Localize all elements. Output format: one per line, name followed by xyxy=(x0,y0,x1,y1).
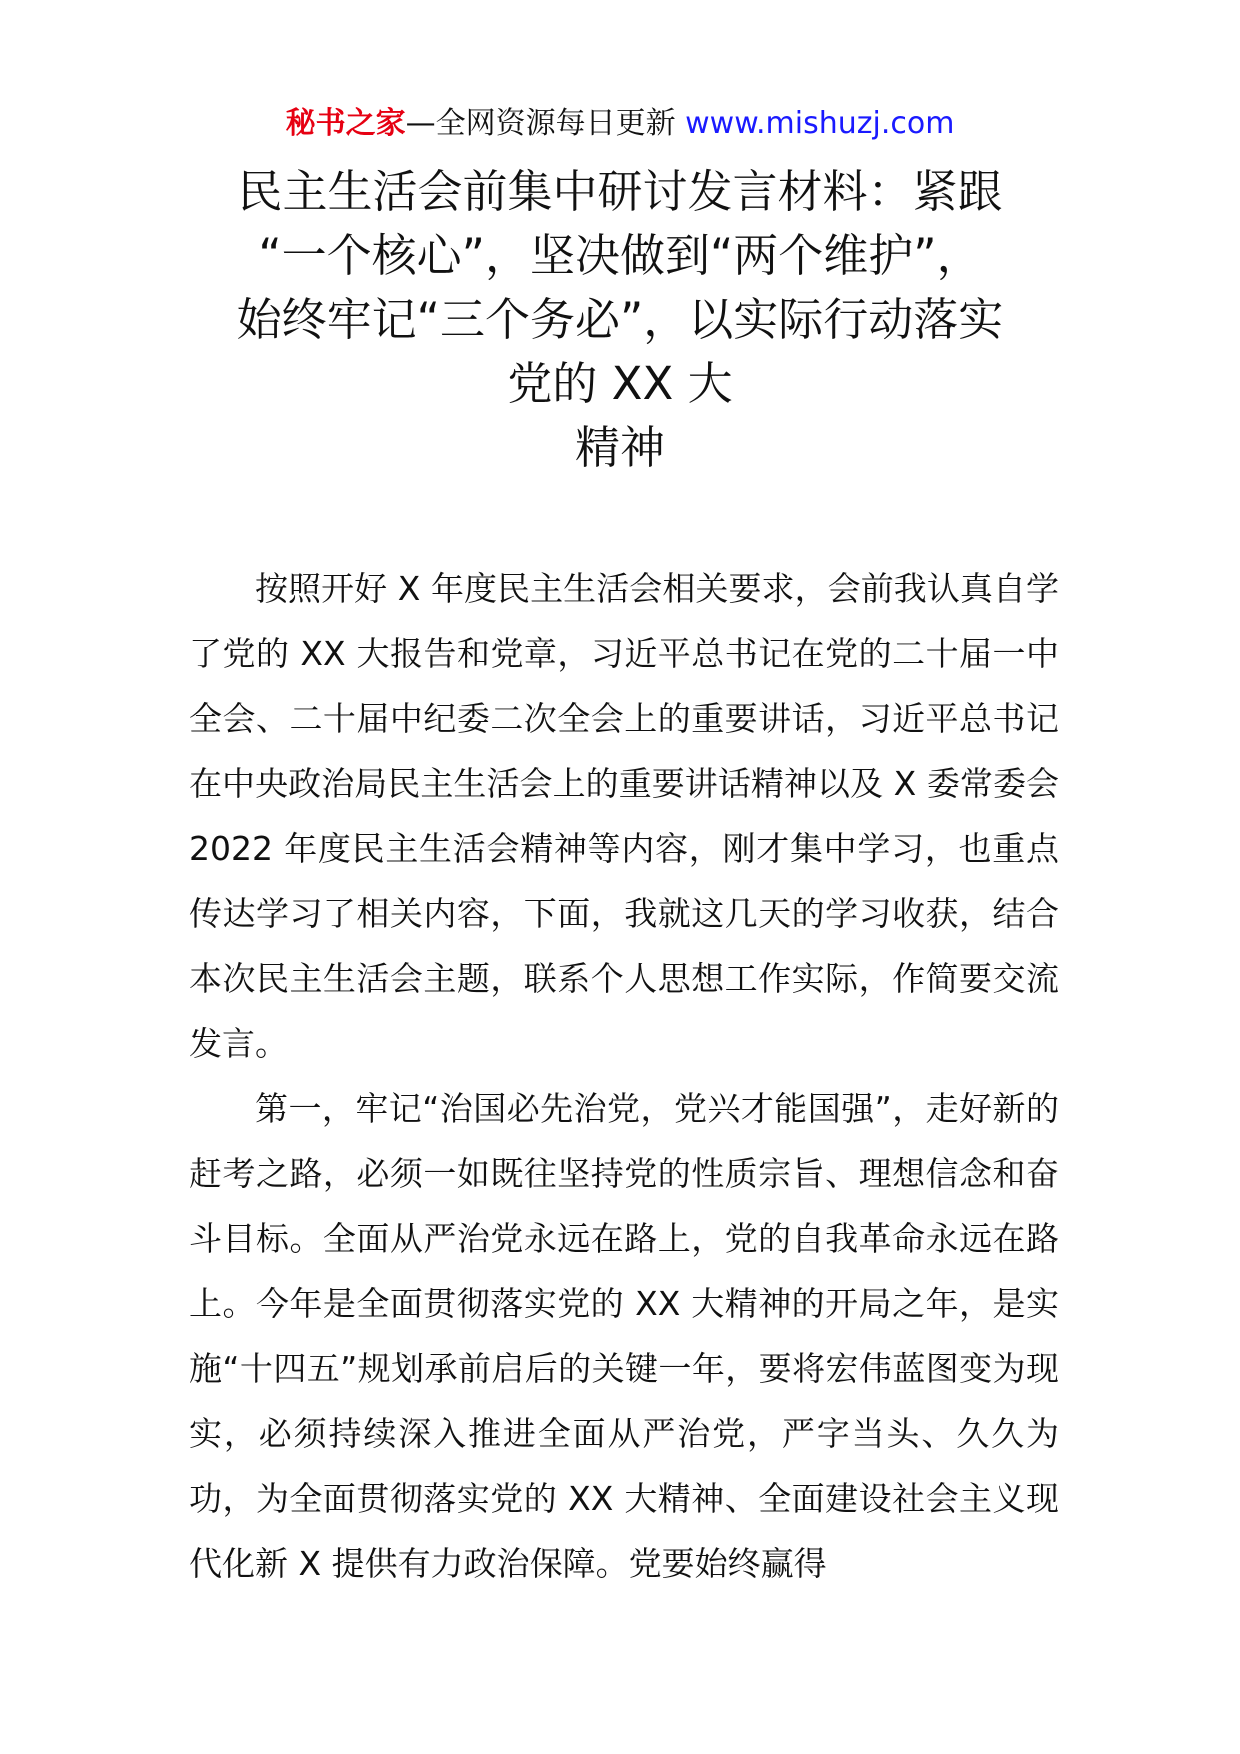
site-url-link[interactable]: www.mishuzj.com xyxy=(685,106,955,141)
document-body xyxy=(189,556,1059,1596)
document-title xyxy=(0,160,1240,480)
brand-name: 秘书之家 xyxy=(285,106,406,141)
title-line: 始终牢记“三个务必”，以实际行动落实 xyxy=(236,293,1004,346)
site-header xyxy=(0,100,1240,148)
body-paragraph: 按照开好 X 年度民主生活会相关要求，会前我认真自学了党的 XX 大报告和党章，习近平总书记在党的二十届一中全会、二十届中纪委二次全会上的重要讲话，习近平总书记在中央政治局民主生活会上的重要讲话精神以及 X 委常委会 2022 年度民主生活会精神等内容，刚才集中学习，也重点传达学习了相关内容，下面，我就这几天的学习收获，结合本次民主生活会主题，联系个人思想工作实际，作简要交流发言。 xyxy=(189,569,1059,1063)
body-paragraph: 第一，牢记“治国必先治党，党兴才能国强”，走好新的赶考之路，必须一如既往坚持党的性质宗旨、理想信念和奋斗目标。全面从严治党永远在路上，党的自我革命永远在路上。今年是全面贯彻落实党的 XX 大精神的开局之年，是实施“十四五”规划承前启后的关键一年，要将宏伟蓝图变为现实，必须持续深入推进全面从严治党，严字当头、久久为功，为全面贯彻落实党的 XX 大精神、全面建设社会主义现代化新 X 提供有力政治保障。党要始终赢得 xyxy=(189,1089,1059,1583)
title-line: 精神 xyxy=(574,421,665,474)
title-line: “一个核心”，坚决做到“两个维护”， xyxy=(258,229,982,282)
header-slogan: —全网资源每日更新 xyxy=(405,106,686,141)
title-line: 民主生活会前集中研讨发言材料：紧跟 xyxy=(237,165,1003,218)
title-line: 党的 XX 大 xyxy=(507,357,733,410)
